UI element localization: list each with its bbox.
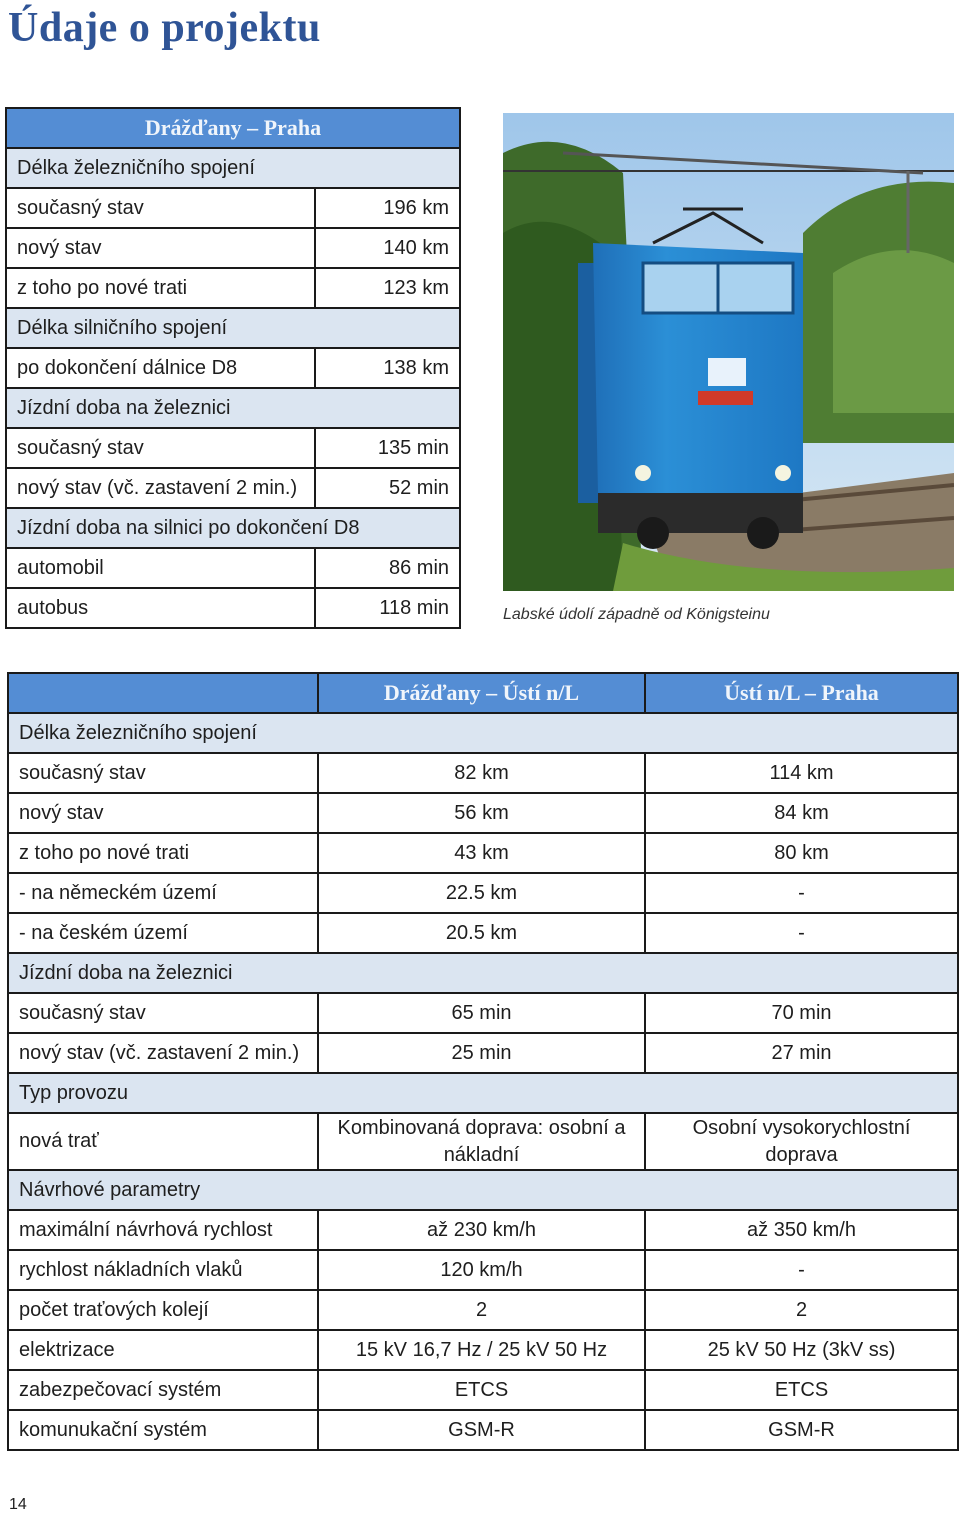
value-usti-prague: - [645, 873, 958, 913]
row-label: automobil [6, 548, 315, 588]
dresden-prague-table [5, 107, 461, 629]
value-dresden-usti: 43 km [318, 833, 645, 873]
value-dresden-usti: 56 km [318, 793, 645, 833]
value-usti-prague: až 350 km/h [645, 1210, 958, 1250]
table-row [8, 1290, 958, 1330]
row-value: 86 min [315, 548, 460, 588]
table-row [6, 228, 460, 268]
row-label: z toho po nové trati [8, 833, 318, 873]
section-label: Délka železničního spojení [6, 148, 460, 188]
header-blank-cell [8, 673, 318, 713]
table-row [6, 268, 460, 308]
locomotive-photo [503, 113, 954, 591]
section-row [6, 308, 460, 348]
value-dresden-usti: Kombinovaná doprava: osobní a nákladní [318, 1113, 645, 1170]
table-row [8, 913, 958, 953]
value-usti-prague: 70 min [645, 993, 958, 1033]
value-usti-prague: - [645, 913, 958, 953]
row-label: nový stav [6, 228, 315, 268]
photo-caption: Labské údolí západně od Königsteinu [503, 606, 770, 623]
table-row [6, 348, 460, 388]
row-label: komunukační systém [8, 1410, 318, 1450]
table-row [6, 188, 460, 228]
row-label: nový stav (vč. zastavení 2 min.) [8, 1033, 318, 1073]
row-label: z toho po nové trati [6, 268, 315, 308]
section-label: Jízdní doba na železnici [8, 953, 958, 993]
row-value: 140 km [315, 228, 460, 268]
row-label: zabezpečovací systém [8, 1370, 318, 1410]
table-row [8, 1210, 958, 1250]
value-dresden-usti: 82 km [318, 753, 645, 793]
value-usti-prague: 2 [645, 1290, 958, 1330]
section-label: Jízdní doba na silnici po dokončení D8 [6, 508, 460, 548]
row-value: 138 km [315, 348, 460, 388]
table-row [8, 1370, 958, 1410]
value-dresden-usti: GSM-R [318, 1410, 645, 1450]
section-label: Jízdní doba na železnici [6, 388, 460, 428]
row-label: - na německém území [8, 873, 318, 913]
row-label: nová trať [8, 1113, 318, 1170]
value-dresden-usti: 25 min [318, 1033, 645, 1073]
row-label: nový stav [8, 793, 318, 833]
value-dresden-usti: 2 [318, 1290, 645, 1330]
section-row [8, 1073, 958, 1113]
value-usti-prague: GSM-R [645, 1410, 958, 1450]
section-row [8, 713, 958, 753]
row-label: rychlost nákladních vlaků [8, 1250, 318, 1290]
section-label: Typ provozu [8, 1073, 958, 1113]
table-row [8, 1330, 958, 1370]
table-row [8, 873, 958, 913]
table-row [8, 1410, 958, 1450]
row-label: nový stav (vč. zastavení 2 min.) [6, 468, 315, 508]
table-row [6, 588, 460, 628]
row-label: současný stav [8, 993, 318, 1033]
table-row [8, 993, 958, 1033]
value-usti-prague: Osobní vysokorychlostní doprava [645, 1113, 958, 1170]
table-header-row [8, 673, 958, 713]
sections-table [7, 672, 959, 1451]
row-label: současný stav [6, 188, 315, 228]
value-usti-prague: 27 min [645, 1033, 958, 1073]
section-row [6, 148, 460, 188]
value-dresden-usti: 15 kV 16,7 Hz / 25 kV 50 Hz [318, 1330, 645, 1370]
section-label: Délka železničního spojení [8, 713, 958, 753]
row-label: současný stav [6, 428, 315, 468]
page-title: Údaje o projektu [8, 5, 321, 51]
table-row [8, 793, 958, 833]
value-dresden-usti: ETCS [318, 1370, 645, 1410]
row-label: elektrizace [8, 1330, 318, 1370]
value-dresden-usti: 120 km/h [318, 1250, 645, 1290]
row-label: současný stav [8, 753, 318, 793]
value-dresden-usti: 22.5 km [318, 873, 645, 913]
row-label: po dokončení dálnice D8 [6, 348, 315, 388]
row-value: 118 min [315, 588, 460, 628]
section-row [6, 508, 460, 548]
row-value: 196 km [315, 188, 460, 228]
column-header: Ústí n/L – Praha [645, 673, 958, 713]
value-dresden-usti: až 230 km/h [318, 1210, 645, 1250]
value-dresden-usti: 65 min [318, 993, 645, 1033]
row-value: 52 min [315, 468, 460, 508]
section-row [8, 953, 958, 993]
value-usti-prague: 114 km [645, 753, 958, 793]
table-row [8, 1250, 958, 1290]
table-row [8, 833, 958, 873]
table-row [8, 1033, 958, 1073]
value-usti-prague: ETCS [645, 1370, 958, 1410]
table-header: Drážďany – Praha [6, 108, 460, 148]
row-label: počet traťových kolejí [8, 1290, 318, 1330]
table-row [6, 428, 460, 468]
value-usti-prague: 84 km [645, 793, 958, 833]
row-label: autobus [6, 588, 315, 628]
section-row [8, 1170, 958, 1210]
section-label: Návrhové parametry [8, 1170, 958, 1210]
row-label: - na českém území [8, 913, 318, 953]
column-header: Drážďany – Ústí n/L [318, 673, 645, 713]
row-value: 135 min [315, 428, 460, 468]
row-label: maximální návrhová rychlost [8, 1210, 318, 1250]
table-row [6, 548, 460, 588]
row-value: 123 km [315, 268, 460, 308]
page-number: 14 [9, 1496, 27, 1513]
section-label: Délka silničního spojení [6, 308, 460, 348]
table-row [6, 468, 460, 508]
table-row [8, 753, 958, 793]
value-dresden-usti: 20.5 km [318, 913, 645, 953]
section-row [6, 388, 460, 428]
value-usti-prague: 25 kV 50 Hz (3kV ss) [645, 1330, 958, 1370]
table-header-row [6, 108, 460, 148]
value-usti-prague: - [645, 1250, 958, 1290]
table-row [8, 1113, 958, 1170]
value-usti-prague: 80 km [645, 833, 958, 873]
